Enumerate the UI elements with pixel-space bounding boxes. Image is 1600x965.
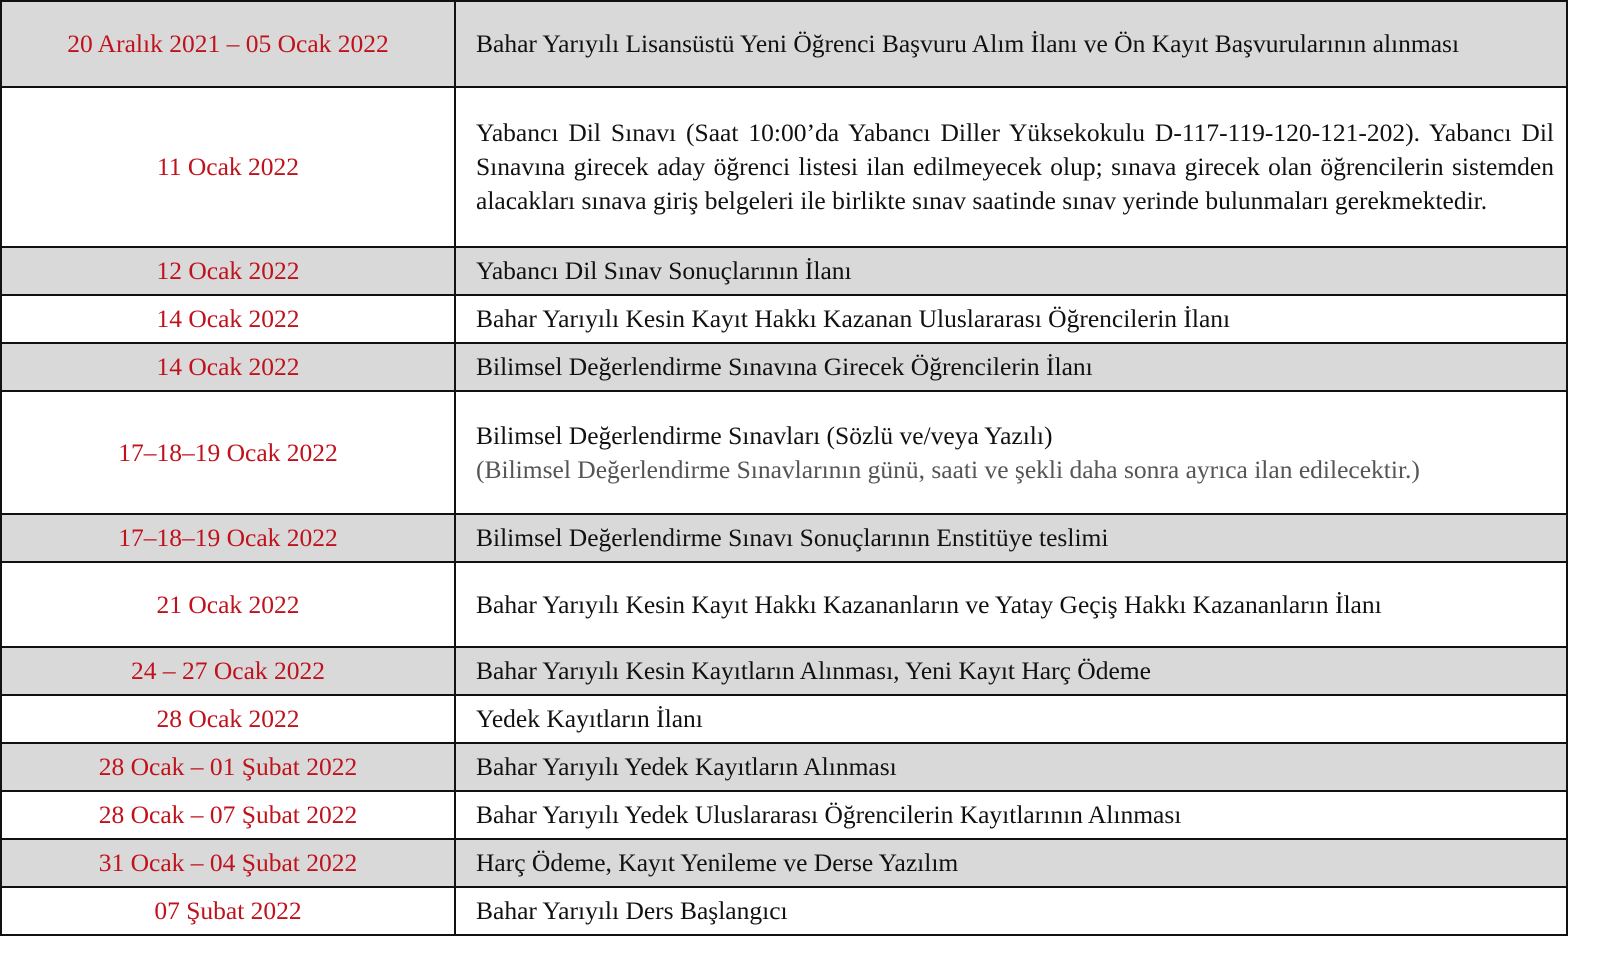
row-description <box>455 391 1567 514</box>
row-date: 24 – 27 Ocak 2022 <box>1 647 455 695</box>
table-row <box>1 391 1567 514</box>
row-description: Yabancı Dil Sınavı (Saat 10:00’da Yabancı Diller Yüksekokulu D-117-119-120-121-202). Yabancı Dil Sınavına girecek aday öğrenci listesi ilan edilmeyecek olup; sınava girecek olan öğrencilerin sistemden alacakları sınava giriş belgeleri ile birlikte sınav saatinde sınav yerinde bulunmaları gerekmektedir. <box>455 87 1567 247</box>
table-row <box>1 791 1567 839</box>
row-date: 28 Ocak – 01 Şubat 2022 <box>1 743 455 791</box>
row-date: 12 Ocak 2022 <box>1 247 455 295</box>
row-date: 31 Ocak – 04 Şubat 2022 <box>1 839 455 887</box>
row-description: Yedek Kayıtların İlanı <box>455 695 1567 743</box>
table-row <box>1 887 1567 935</box>
row-date: 14 Ocak 2022 <box>1 343 455 391</box>
row-description: Bilimsel Değerlendirme Sınavına Girecek Öğrencilerin İlanı <box>455 343 1567 391</box>
row-date: 14 Ocak 2022 <box>1 295 455 343</box>
row-description-main: Bilimsel Değerlendirme Sınavları (Sözlü ve/veya Yazılı) <box>476 420 1053 450</box>
table-row <box>1 87 1567 247</box>
row-date: 11 Ocak 2022 <box>1 87 455 247</box>
row-description: Bahar Yarıyılı Ders Başlangıcı <box>455 887 1567 935</box>
table-row <box>1 247 1567 295</box>
table-row <box>1 514 1567 562</box>
table-row <box>1 562 1567 647</box>
row-date: 17–18–19 Ocak 2022 <box>1 391 455 514</box>
row-date: 17–18–19 Ocak 2022 <box>1 514 455 562</box>
table-row <box>1 743 1567 791</box>
row-description: Bahar Yarıyılı Yedek Kayıtların Alınması <box>455 743 1567 791</box>
row-description: Yabancı Dil Sınav Sonuçlarının İlanı <box>455 247 1567 295</box>
table-row <box>1 295 1567 343</box>
table-row <box>1 343 1567 391</box>
row-date: 28 Ocak – 07 Şubat 2022 <box>1 791 455 839</box>
row-description: Bahar Yarıyılı Kesin Kayıt Hakkı Kazananların ve Yatay Geçiş Hakkı Kazananların İlanı <box>455 562 1567 647</box>
row-description: Harç Ödeme, Kayıt Yenileme ve Derse Yazılım <box>455 839 1567 887</box>
row-date: 21 Ocak 2022 <box>1 562 455 647</box>
row-date: 20 Aralık 2021 – 05 Ocak 2022 <box>1 1 455 87</box>
row-description: Bahar Yarıyılı Kesin Kayıt Hakkı Kazanan Uluslararası Öğrencilerin İlanı <box>455 295 1567 343</box>
table-row <box>1 647 1567 695</box>
row-description: Bahar Yarıyılı Lisansüstü Yeni Öğrenci Başvuru Alım İlanı ve Ön Kayıt Başvurularının alınması <box>455 1 1567 87</box>
row-description-note: (Bilimsel Değerlendirme Sınavlarının günü, saati ve şekli daha sonra ayrıca ilan edilecektir.) <box>476 454 1420 484</box>
row-description: Bilimsel Değerlendirme Sınavı Sonuçlarının Enstitüye teslimi <box>455 514 1567 562</box>
row-description: Bahar Yarıyılı Kesin Kayıtların Alınması, Yeni Kayıt Harç Ödeme <box>455 647 1567 695</box>
table-row <box>1 1 1567 87</box>
table-row <box>1 839 1567 887</box>
table-row <box>1 695 1567 743</box>
row-description: Bahar Yarıyılı Yedek Uluslararası Öğrencilerin Kayıtlarının Alınması <box>455 791 1567 839</box>
row-date: 07 Şubat 2022 <box>1 887 455 935</box>
row-date: 28 Ocak 2022 <box>1 695 455 743</box>
